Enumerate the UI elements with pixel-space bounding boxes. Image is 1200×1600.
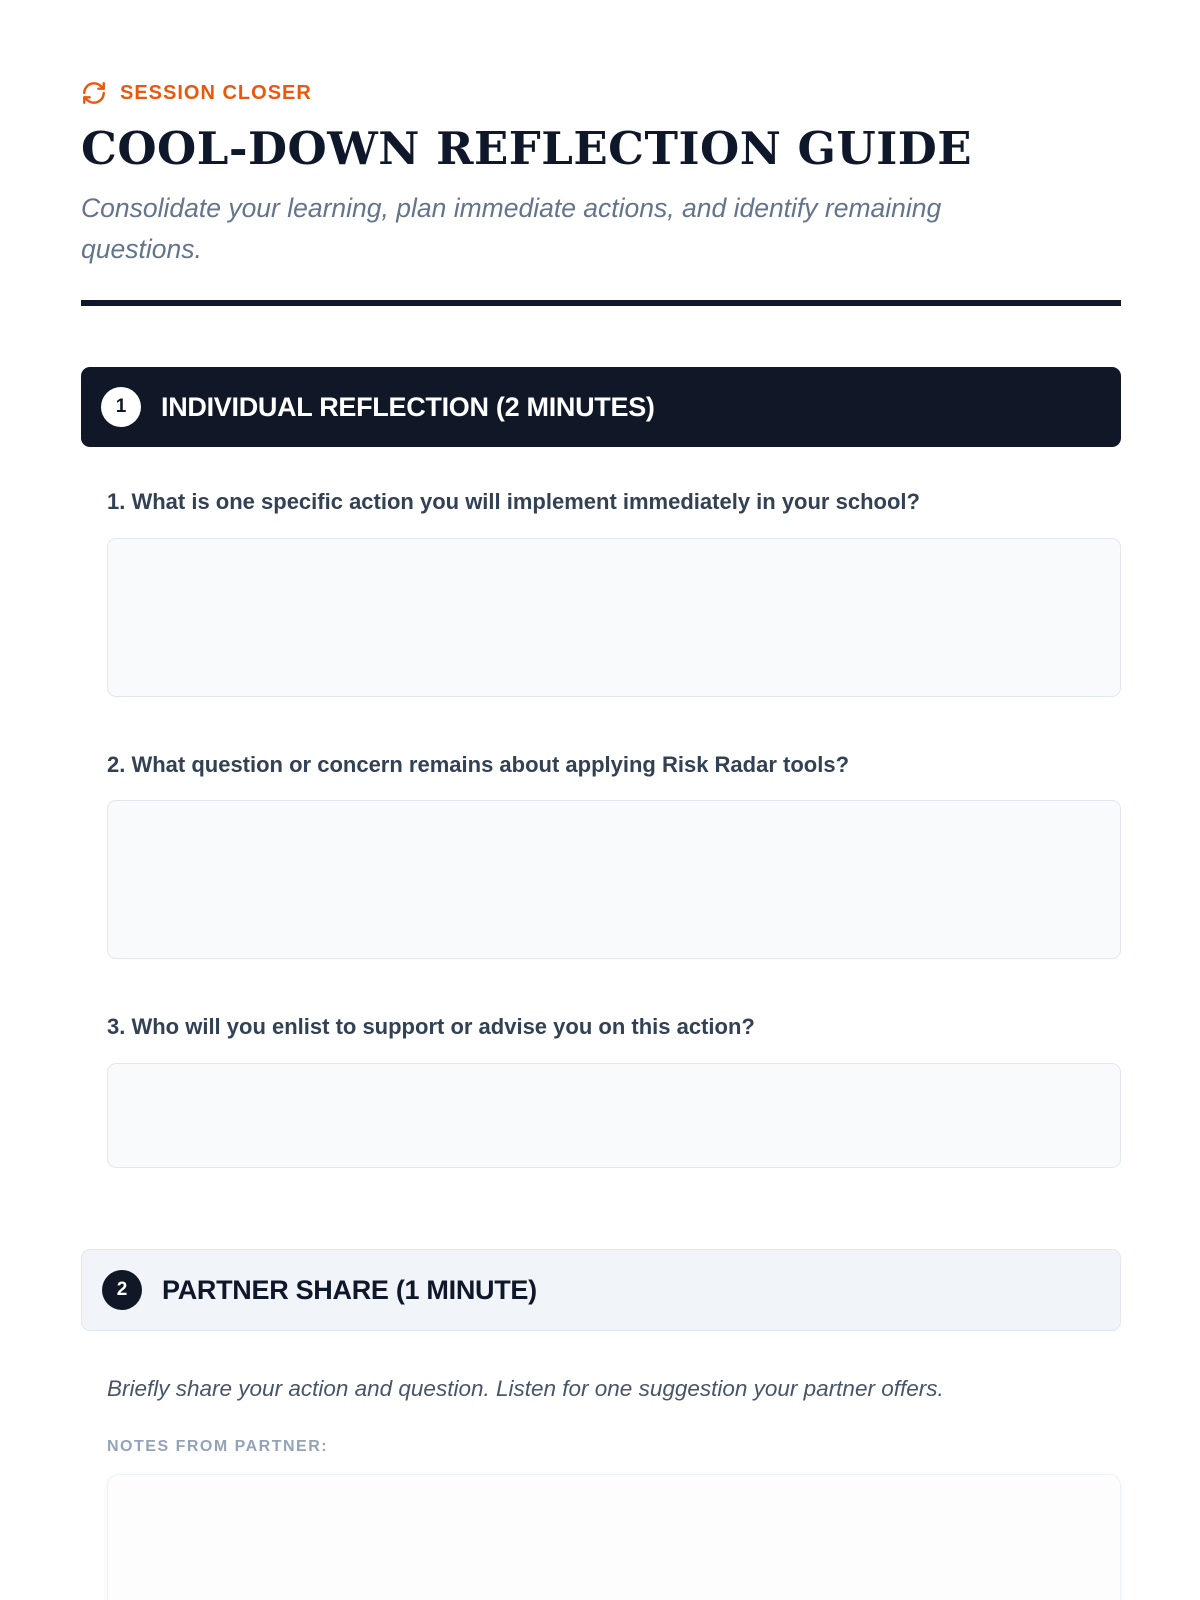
eyebrow: [81, 78, 1121, 108]
page-title: COOL-DOWN REFLECTION GUIDE: [81, 122, 973, 175]
section-number-badge: 1: [101, 387, 141, 427]
section-partner-share-header: [81, 1249, 1121, 1331]
partner-share-prompt: Briefly share your action and question. Listen for one suggestion your partner offers.: [107, 1376, 944, 1401]
header-divider: [81, 300, 1121, 306]
page-header: [81, 78, 1121, 306]
answer-field-2[interactable]: [107, 800, 1121, 959]
question-2: 2. What question or concern remains about applying Risk Radar tools?: [107, 752, 850, 777]
section-individual-reflection-header: [81, 367, 1121, 447]
section-number-badge: 2: [102, 1270, 142, 1310]
section-title: INDIVIDUAL REFLECTION (2 MINUTES): [161, 391, 655, 422]
question-3: 3. Who will you enlist to support or advise you on this action?: [107, 1014, 755, 1039]
page-subtitle: Consolidate your learning, plan immediate actions, and identify remaining questions.: [81, 193, 942, 264]
partner-notes-field[interactable]: [107, 1474, 1121, 1600]
refresh-icon: [81, 80, 107, 106]
answer-field-1[interactable]: [107, 538, 1121, 697]
notes-label: NOTES FROM PARTNER:: [107, 1438, 329, 1455]
section-title: PARTNER SHARE (1 MINUTE): [162, 1274, 537, 1305]
eyebrow-label: SESSION CLOSER: [120, 81, 312, 104]
question-1: 1. What is one specific action you will implement immediately in your school?: [107, 489, 920, 514]
answer-field-3[interactable]: [107, 1063, 1121, 1168]
